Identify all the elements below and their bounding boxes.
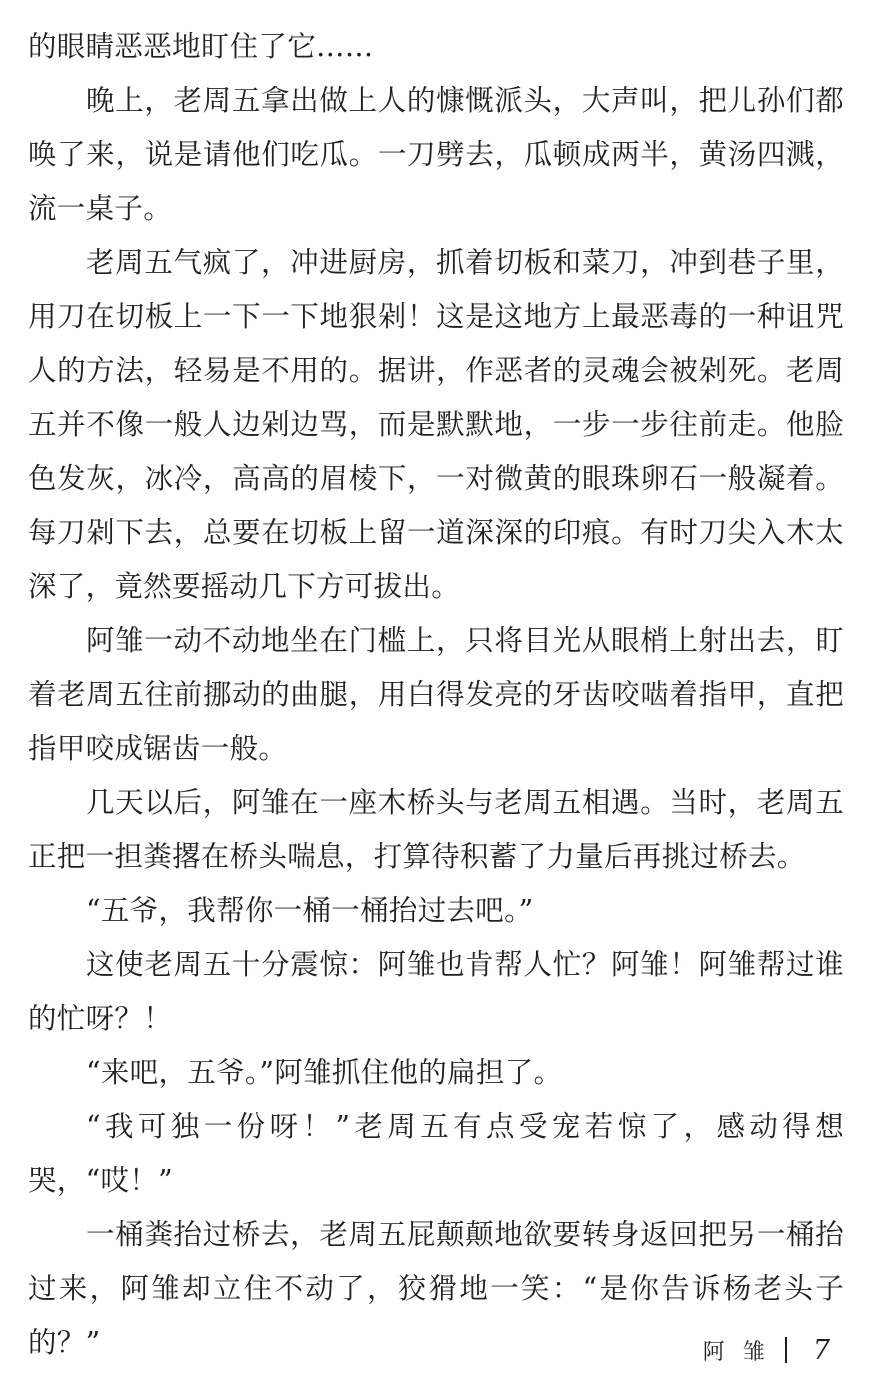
page-footer: [703, 1330, 830, 1370]
paragraph-4: 阿雏一动不动地坐在门槛上，只将目光从眼梢上射出去，盯着老周五往前挪动的曲腿，用白得发亮的牙齿咬啮着指甲，直把指甲咬成锯齿一般。: [28, 624, 844, 765]
paragraph-7: 这使老周五十分震惊：阿雏也肯帮人忙？阿雏！阿雏帮过谁的忙呀？！: [28, 948, 844, 1035]
paragraph-10: 一桶粪抬过桥去，老周五屁颠颠地欲要转身返回把另一桶抬过来，阿雏却立住不动了，狡猾地一笑：“是你告诉杨老头子的？”: [28, 1218, 844, 1359]
paragraph-6: “五爷，我帮你一桶一桶抬过去吧。”: [86, 894, 534, 927]
paragraph-2: 晚上，老周五拿出做上人的慷慨派头，大声叫，把儿孙们都唤了来，说是请他们吃瓜。一刀劈去，瓜顿成两半，黄汤四溅，流一桌子。: [28, 84, 844, 225]
page-number: 7: [812, 1334, 830, 1366]
paragraph-3: 老周五气疯了，冲进厨房，抓着切板和菜刀，冲到巷子里，用刀在切板上一下一下地狠剁！这是这地方上最恶毒的一种诅咒人的方法，轻易是不用的。据讲，作恶者的灵魂会被剁死。老周五并不像一般人边剁边骂，而是默默地，一步一步往前走。他脸色发灰，冰冷，高高的眉棱下，一对微黄的眼珠卵石一般凝着。每刀剁下去，总要在切板上留一道深深的印痕。有时刀尖入木太深了，竟然要摇动几下方可拔出。: [28, 246, 844, 603]
paragraph-8: “来吧，五爷。”阿雏抓住他的扁担了。: [86, 1056, 563, 1089]
body-text: [28, 20, 844, 1370]
paragraph-5: 几天以后，阿雏在一座木桥头与老周五相遇。当时，老周五正把一担粪撂在桥头喘息，打算待积蓄了力量后再挑过桥去。: [28, 786, 844, 873]
paragraph-9: “我可独一份呀！”老周五有点受宠若惊了，感动得想哭，“哎！”: [28, 1110, 844, 1197]
running-title: 阿雏: [702, 1339, 783, 1365]
footer-divider: [785, 1337, 787, 1363]
paragraph-1: 的眼睛恶恶地盯住了它……: [28, 30, 374, 63]
